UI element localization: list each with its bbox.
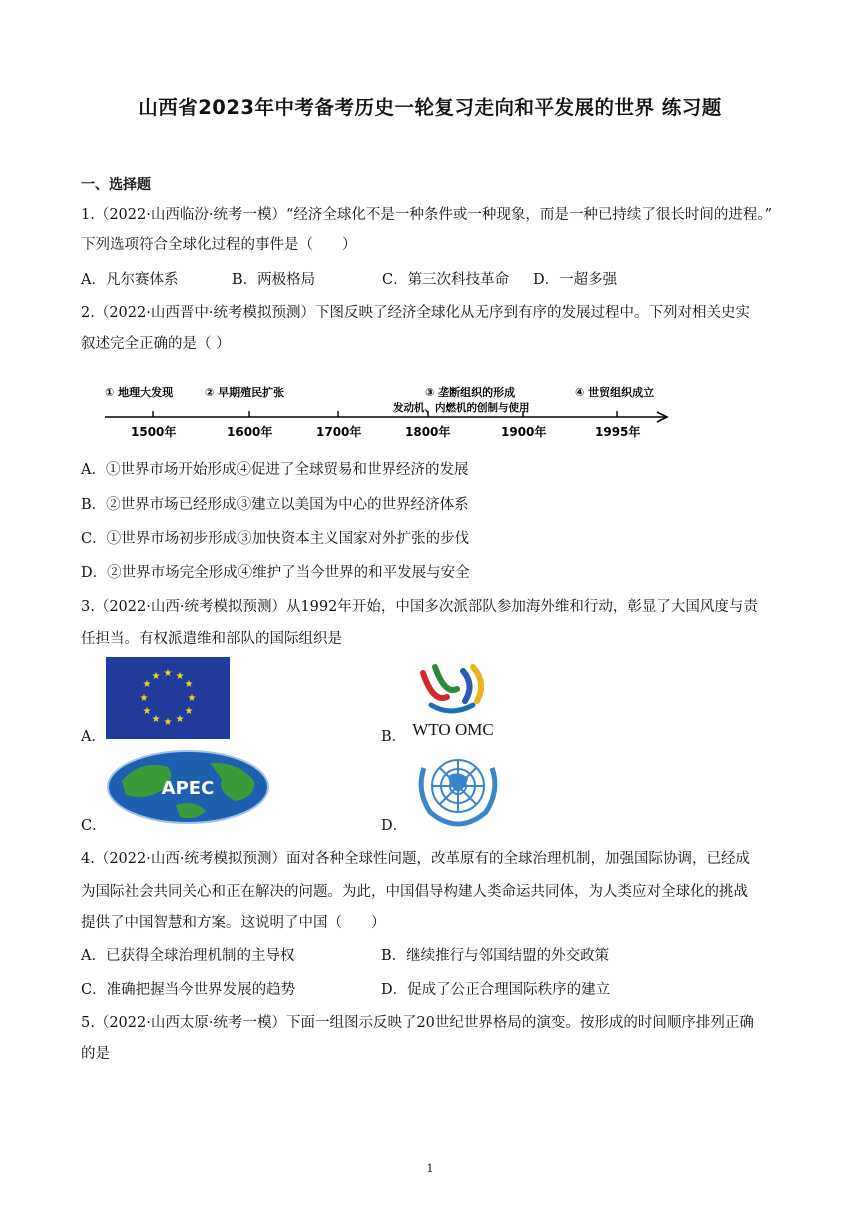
timeline-year-1800: 1800年 [405,425,451,439]
q1-option-d[interactable]: D．一超多强 [533,272,618,288]
svg-text:★: ★ [142,679,152,690]
q4-stem-line1: 4.（2022·山西·统考模拟预测）面对各种全球性问题，改革原有的全球治理机制，加强国际协调，已经成 [81,851,750,867]
q5-stem-line2: 的是 [81,1046,110,1062]
q2-option-a[interactable]: A．①世界市场开始形成④促进了全球贸易和世界经济的发展 [81,462,469,478]
timeline-event-1: ① 地理大发现 [105,386,174,399]
timeline-year-1700: 1700年 [316,425,362,439]
un-emblem-icon[interactable] [410,748,506,830]
svg-text:★: ★ [151,671,161,682]
svg-text:★: ★ [184,679,194,690]
timeline-year-1600: 1600年 [227,425,273,439]
q4-option-d[interactable]: D．促成了公正合理国际秩序的建立 [381,982,611,998]
q1-option-c[interactable]: C．第三次科技革命 [382,272,510,288]
wto-logo-icon[interactable] [403,655,503,741]
timeline-event-3: ③ 垄断组织的形成 [425,386,516,399]
timeline-year-1500: 1500年 [131,425,177,439]
apec-logo-icon[interactable] [106,749,270,825]
q3-stem-line2: 任担当。有权派遣维和部队的国际组织是 [81,631,342,647]
svg-text:★: ★ [175,714,185,725]
q3-option-d-label[interactable]: D． [381,818,408,834]
q2-stem-line1: 2.（2022·山西晋中·统考模拟预测）下图反映了经济全球化从无序到有序的发展过程中。下列对相关史实 [81,305,750,321]
q2-option-d[interactable]: D．②世界市场完全形成④维护了当今世界的和平发展与安全 [81,565,470,581]
svg-text:★: ★ [184,706,194,717]
q1-option-a[interactable]: A．凡尔赛体系 [81,272,179,288]
page-title: 山西省2023年中考备考历史一轮复习走向和平发展的世界 练习题 [138,96,722,119]
q3-option-c-label[interactable]: C． [81,818,107,834]
svg-text:★: ★ [187,693,197,704]
apec-logo-text: APEC [161,778,215,799]
q3-option-a-label[interactable]: A． [81,729,106,745]
q1-option-b[interactable]: B．两极格局 [232,272,316,288]
timeline-year-1900: 1900年 [501,425,547,439]
svg-text:★: ★ [163,668,173,679]
q2-option-c[interactable]: C．①世界市场初步形成③加快资本主义国家对外扩张的步伐 [81,531,470,547]
wto-logo-text: WTO OMC [412,720,494,739]
q1-stem-line1: 1.（2022·山西临汾·统考一模）“经济全球化不是一种条件或一种现象，而是一种已持续了很长时间的进程。” [81,207,773,223]
q4-stem-line3: 提供了中国智慧和方案。这说明了中国（ ） [81,915,386,931]
svg-text:★: ★ [163,717,173,728]
timeline-event-2: ② 早期殖民扩张 [205,386,285,399]
q4-option-b[interactable]: B．继续推行与邻国结盟的外交政策 [381,948,610,964]
timeline-event-4: ④ 世贸组织成立 [575,386,655,399]
timeline-figure [105,378,675,443]
q2-stem-line2: 叙述完全正确的是（ ） [81,336,231,352]
q2-option-b[interactable]: B．②世界市场已经形成③建立以美国为中心的世界经济体系 [81,497,469,513]
timeline-event-engine: 发动机、内燃机的创制与使用 [393,402,530,414]
q3-stem-line1: 3.（2022·山西·统考模拟预测）从1992年开始，中国多次派部队参加海外维和行动，彰显了大国风度与责 [81,599,758,615]
timeline-year-1995: 1995年 [595,425,641,439]
q3-option-b-label[interactable]: B． [381,729,407,745]
page-number: 1 [426,1162,434,1175]
svg-text:★: ★ [175,671,185,682]
svg-text:★: ★ [142,706,152,717]
q4-option-c[interactable]: C．准确把握当今世界发展的趋势 [81,982,296,998]
svg-text:★: ★ [139,693,149,704]
q1-stem-line2: 下列选项符合全球化过程的事件是（ ） [81,237,357,253]
eu-flag-icon[interactable] [106,657,230,739]
svg-text:★: ★ [151,714,161,725]
q4-stem-line2: 为国际社会共同关心和正在解决的问题。为此，中国倡导构建人类命运共同体，为人类应对全球化的挑战 [81,884,748,900]
section-heading: 一、选择题 [81,177,151,193]
q5-stem-line1: 5.（2022·山西太原·统考一模）下面一组图示反映了20世纪世界格局的演变。按形成的时间顺序排列正确 [81,1015,754,1031]
q4-option-a[interactable]: A．已获得全球治理机制的主导权 [81,948,295,964]
